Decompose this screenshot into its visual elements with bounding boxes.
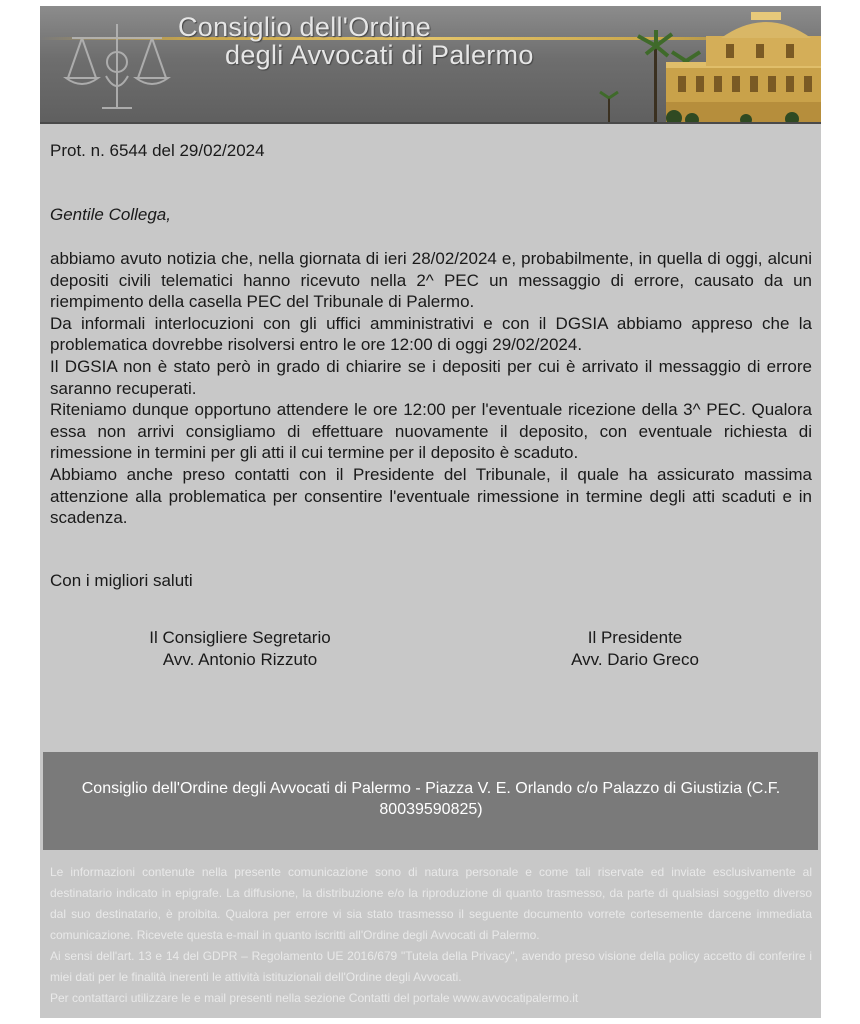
scales-of-justice-icon <box>62 16 172 116</box>
signature-name: Avv. Dario Greco <box>571 649 699 669</box>
privacy-disclaimer <box>50 862 812 1009</box>
signature-role: Il Presidente <box>587 628 683 647</box>
letter-paragraphs <box>50 248 812 529</box>
signature-name: Avv. Antonio Rizzuto <box>162 649 318 669</box>
header-banner <box>40 6 821 124</box>
signature-secretary <box>110 627 370 670</box>
protocol-number: Prot. n. 6544 del 29/02/2024 <box>50 141 265 160</box>
paragraph: Abbiamo anche preso contatti con il Presidente del Tribunale, il quale ha assicurato massima attenzione alla problematica per consentire l'eventuale rimessione in termine degli atti scaduti e in scadenza. <box>50 464 812 528</box>
paragraph: Da informali interlocuzioni con gli uffici amministrativi e con il DGSIA abbiamo appreso che la problematica dovrebbe risolversi entro le ore 12:00 di oggi 29/02/2024. <box>50 313 812 355</box>
greeting: Gentile Collega, <box>50 205 171 224</box>
disclaimer-gdpr: Ai sensi dell'art. 13 e 14 del GDPR – Regolamento UE 2016/679 "Tutela della Privacy", avendo preso visione della policy accetto di conferire i miei dati per le finalità inerenti le attività istituzionali dell'Ordine degli Avvocati. <box>50 949 812 984</box>
disclaimer-privacy: Le informazioni contenute nella presente comunicazione sono di natura personale e come tali riservate ed inviate esclusivamente al destinatario indicato in epigrafe. La diffusione, la distribuzione e/o la riproduzione di quanto trasmesso, da parte di qualsiasi soggetto diverso dal suo destinatario, è proibita. Qualora per errore vi sia stato trasmesso il seguente documento vorrete cortesemente darcene immediata comunicazione. Ricevete questa e-mail in quanto iscritti all'Ordine degli Avvocati di Palermo. <box>50 865 812 942</box>
signature-role: Il Consigliere Segretario <box>149 628 331 647</box>
paragraph: Riteniamo dunque opportuno attendere le ore 12:00 per l'eventuale ricezione della 3^ PEC. Qualora essa non arrivi consigliamo di effettuare nuovamente il deposito, con eventuale richiesta di rimessione in termini per gli atti il cui termine per il deposito è scaduto. <box>50 400 812 463</box>
banner-bottom-border <box>40 122 821 124</box>
banner-title-line2: degli Avvocati di Palermo <box>225 40 534 70</box>
paragraph: abbiamo avuto notizia che, nella giornata di ieri 28/02/2024 e, probabilmente, in quella di oggi, alcuni depositi civili telematici hanno ricevuto nella 2^ PEC un messaggio di errore, causato da un riempimento della casella PEC del Tribunale di Palermo. <box>50 249 812 312</box>
banner-title-line1: Consiglio dell'Ordine <box>178 12 432 42</box>
paragraph: Il DGSIA non è stato però in grado di chiarire se i depositi per cui è arrivato il messaggio di errore saranno recuperati. <box>50 356 812 398</box>
signature-president <box>505 627 765 670</box>
teatro-massimo-illustration <box>596 6 821 124</box>
footer-address: Consiglio dell'Ordine degli Avvocati di Palermo - Piazza V. E. Orlando c/o Palazzo di Giustizia (C.F. 80039590825) <box>81 780 781 818</box>
disclaimer-contacts: Per contattarci utilizzare le e mail presenti nella sezione Contatti del portale www.avvocatipalermo.it <box>50 991 579 1005</box>
closing-salutation: Con i migliori saluti <box>50 571 193 590</box>
email-frame <box>40 6 821 1018</box>
footer-address-box <box>43 752 818 850</box>
